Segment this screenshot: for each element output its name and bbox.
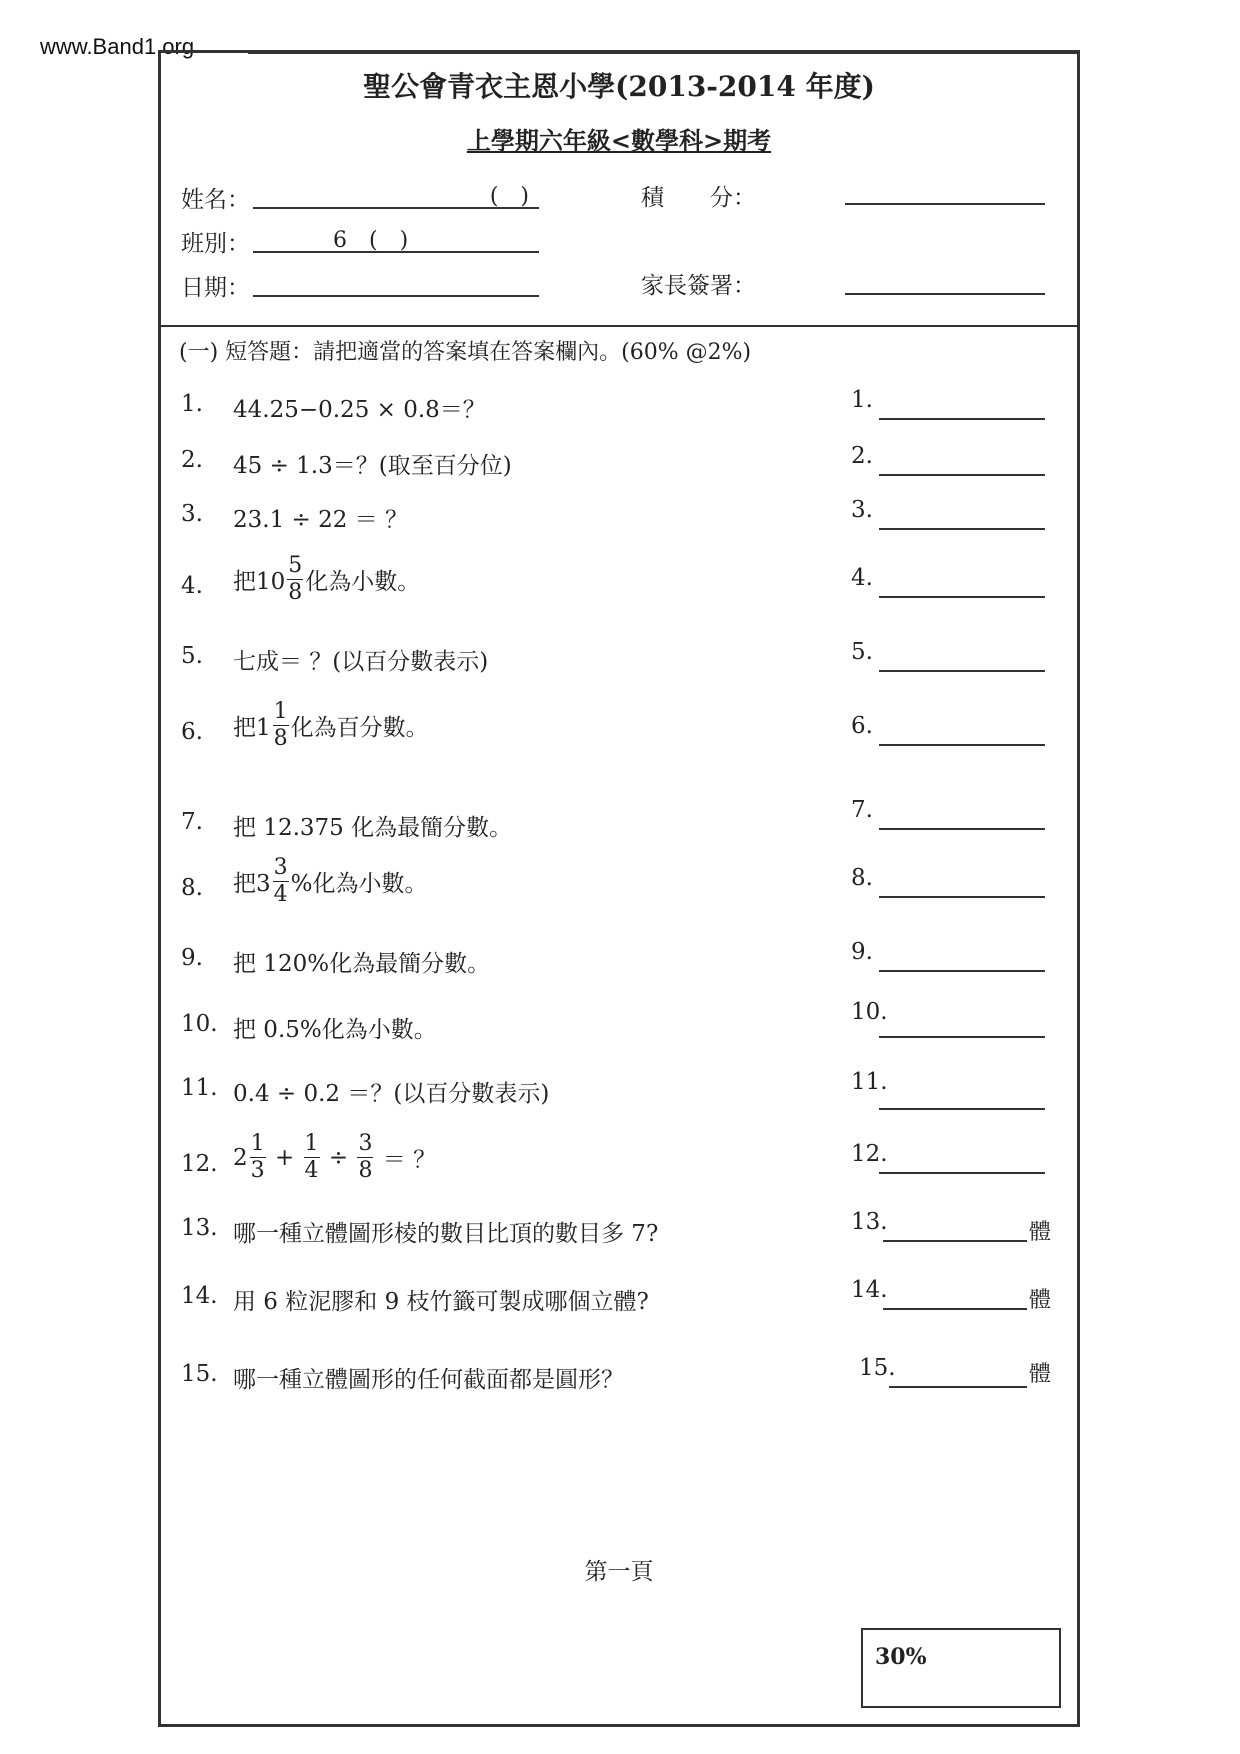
question-text: 把 120%化為最簡分數。 [233,951,491,977]
answer-label: 7. [851,797,873,823]
answer-label: 3. [851,497,873,523]
question-text: 0.4 ÷ 0.2 ＝？(以百分數表示) [233,1081,550,1107]
question-suffix: 化為小數。 [305,569,421,595]
signature-label: 家長簽署： [641,273,756,299]
class-value: 6 ( ) [333,228,409,253]
answer-line[interactable] [879,828,1045,830]
fraction-numerator: 5 [288,553,303,578]
answer-line[interactable] [879,1036,1045,1038]
answer-line[interactable] [879,418,1045,420]
operator: + [267,1144,302,1171]
class-label: 班別： [181,231,250,257]
answer-label: 4. [851,565,873,591]
fraction-numerator: 1 [273,699,288,724]
question-text: 44.25−0.25 × 0.8＝？ [233,397,486,423]
question-number: 11. [181,1075,218,1101]
question-suffix: 化為百分數。 [290,715,429,741]
question-prefix: 把3 [233,871,271,897]
answer-label: 1. [851,387,873,413]
exam-title: 上學期六年級<數學科>期考 [466,126,772,155]
school-title: 聖公會青衣主恩小學(2013-2014 年度) [363,70,875,103]
question-text: 把 0.5%化為小數。 [233,1017,437,1043]
question-prefix: 把10 [233,569,286,595]
name-field[interactable] [253,177,539,209]
answer-unit: 體 [1029,1220,1052,1245]
name-number-paren: ( ) [489,184,529,209]
answer-label: 2. [851,443,873,469]
equals-question: ＝ ？ [375,1147,437,1173]
fraction [357,1133,373,1182]
whole-number: 2 [233,1144,248,1171]
answer-line[interactable] [883,1308,1027,1310]
fraction-numerator: 1 [250,1131,265,1156]
name-label: 姓名： [181,187,250,213]
answer-unit: 體 [1029,1288,1052,1313]
answer-line[interactable] [879,970,1045,972]
answer-label: 8. [851,865,873,891]
section-title: (一) 短答題：請把適當的答案填在答案欄內。(60% @2%) [179,340,752,365]
fraction [304,1133,320,1182]
fraction-denominator: 8 [288,580,303,605]
question-number: 5. [181,643,203,669]
question-text: 把 12.375 化為最簡分數。 [233,815,513,841]
question-text [233,1133,436,1182]
answer-label: 6. [851,713,873,739]
question-text [233,857,428,906]
question-number: 9. [181,945,203,971]
fraction-denominator: 4 [273,882,288,907]
question-number: 15. [181,1361,218,1387]
question-number: 6. [181,719,203,745]
fraction [273,701,289,750]
question-text: 23.1 ÷ 22 ＝ ？ [233,507,408,533]
question-text [233,555,420,604]
question-suffix: %化為小數。 [290,871,428,897]
section-score-box [861,1628,1061,1708]
question-text: 用 6 粒泥膠和 9 枝竹籤可製成哪個立體? [233,1289,649,1315]
question-text: 七成＝ ？(以百分數表示) [233,649,489,675]
fraction-numerator: 3 [273,855,288,880]
answer-label: 10. [851,999,888,1025]
answer-line[interactable] [883,1240,1027,1242]
question-number: 8. [181,875,203,901]
answer-line[interactable] [879,474,1045,476]
answer-line[interactable] [879,1108,1045,1110]
fraction-denominator: 8 [273,726,288,751]
answer-line[interactable] [879,1172,1045,1174]
question-number: 13. [181,1215,218,1241]
fraction [250,1133,266,1182]
question-number: 4. [181,573,203,599]
answer-label: 5. [851,639,873,665]
answer-label: 9. [851,939,873,965]
watermark: www.Band1.org [40,34,195,59]
date-field[interactable] [253,265,539,297]
class-field[interactable] [253,221,539,253]
score-label: 積 分： [641,185,756,211]
question-text [233,701,429,750]
question-number: 14. [181,1283,218,1309]
score-field[interactable] [845,173,1045,205]
answer-label: 14. [851,1277,888,1303]
question-text: 哪一種立體圖形的任何截面都是圓形？ [233,1367,624,1393]
question-number: 1. [181,391,203,417]
answer-line[interactable] [889,1386,1027,1388]
fraction-denominator: 8 [358,1158,373,1183]
answer-label: 11. [851,1069,888,1095]
answer-line[interactable] [879,528,1045,530]
operator: ÷ [321,1144,356,1171]
fraction-denominator: 4 [304,1158,319,1183]
answer-label: 13. [851,1209,888,1235]
answer-line[interactable] [879,670,1045,672]
question-prefix: 把1 [233,715,271,741]
question-number: 3. [181,501,203,527]
signature-field[interactable] [845,263,1045,295]
fraction-denominator: 3 [250,1158,265,1183]
answer-line[interactable] [879,744,1045,746]
header-divider [161,325,1077,327]
question-number: 7. [181,809,203,835]
question-number: 10. [181,1011,218,1037]
page-number: 第一頁 [584,1559,654,1585]
answer-unit: 體 [1029,1362,1052,1387]
fraction [273,857,289,906]
exam-sheet [158,50,1080,1727]
date-label: 日期： [181,275,250,301]
fraction [287,555,303,604]
section-weight: 30% [875,1644,927,1670]
question-text: 45 ÷ 1.3＝？(取至百分位) [233,453,512,479]
fraction-numerator: 3 [358,1131,373,1156]
answer-label: 12. [851,1141,888,1167]
fraction-numerator: 1 [304,1131,319,1156]
question-number: 12. [181,1151,218,1177]
answer-label: 15. [859,1355,896,1381]
answer-line[interactable] [879,896,1045,898]
question-number: 2. [181,447,203,473]
question-text: 哪一種立體圖形棱的數目比頂的數目多 7? [233,1221,659,1247]
answer-line[interactable] [879,596,1045,598]
